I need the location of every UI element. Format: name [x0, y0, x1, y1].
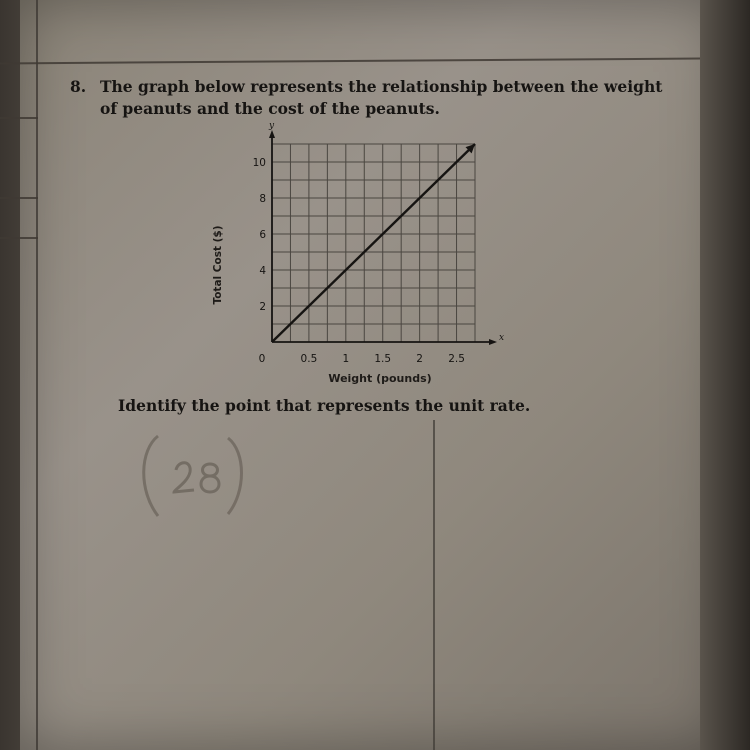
paper-shadow	[700, 0, 750, 750]
margin-line	[36, 0, 38, 750]
y-tick-label: 2	[259, 301, 266, 313]
x-tick-label: 1.5	[374, 353, 392, 365]
y-tick-label: 10	[252, 157, 266, 169]
cost-weight-graph	[212, 121, 520, 393]
table-rule	[0, 237, 38, 239]
x-axis-title: Weight (pounds)	[328, 372, 432, 385]
x-tick-label: 0.5	[300, 353, 318, 365]
table-rule	[433, 420, 435, 750]
question-number: 8.	[70, 77, 87, 96]
table-rule	[0, 197, 38, 199]
y-tick-label: 4	[259, 265, 266, 277]
table-rule	[0, 117, 38, 119]
x-axis-arrow	[489, 339, 497, 345]
y-tick-label: 8	[259, 193, 266, 205]
origin-label: 0	[258, 353, 266, 365]
question-text: The graph below represents the relationship between the weight of peanuts and the cost of the peanuts.	[100, 77, 663, 118]
question-prompt: Identify the point that represents the unit rate.	[118, 396, 531, 415]
y-axis-title: Total Cost ($)	[212, 225, 224, 305]
y-axis-arrow	[269, 130, 275, 138]
chart-svg	[220, 121, 520, 393]
handwritten-answer	[130, 430, 250, 520]
y-tick-label: 6	[259, 229, 266, 241]
x-tick-label: 1	[342, 353, 350, 365]
x-tick-label: 2	[416, 353, 423, 365]
series-line	[272, 144, 475, 342]
y-axis-letter: y	[269, 121, 275, 131]
x-tick-label: 2.5	[448, 353, 465, 365]
x-axis-letter: x	[499, 333, 505, 343]
